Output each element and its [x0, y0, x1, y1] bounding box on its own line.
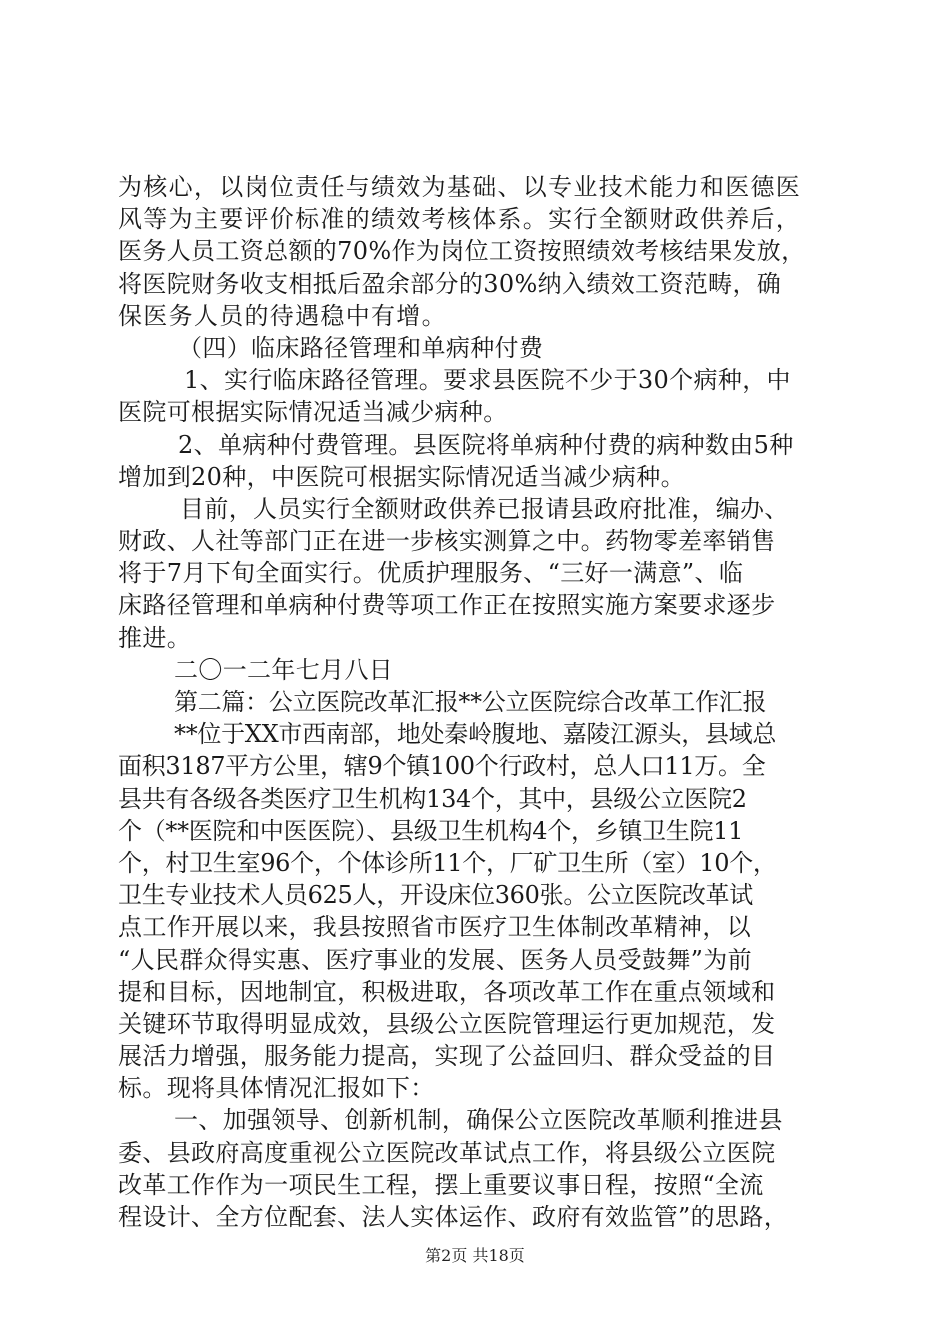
text-line: 展活力增强，服务能力提高，实现了公益回归、群众受益的目 — [118, 1042, 776, 1071]
text-line: 将于7月下旬全面实行。优质护理服务、“三好一满意”、临 — [118, 559, 744, 588]
text-line: 一、加强领导、创新机制，确保公立医院改革顺利推进县 — [174, 1106, 783, 1135]
text-line: 改革工作作为一项民生工程，摆上重要议事日程，按照“全流 — [118, 1170, 764, 1199]
text-line: 风等为主要评价标准的绩效考核体系。实行全额财政供养后， — [118, 205, 802, 234]
page-footer: 第2页 共18页 — [425, 1246, 525, 1265]
text-line: 增加到20种，中医院可根据实际情况适当减少病种。 — [118, 462, 685, 491]
text-line: 个（**医院和中医医院）、县级卫生机构4个，乡镇卫生院11 — [118, 816, 744, 845]
text-line: 保医务人员的待遇稳中有增。 — [118, 301, 447, 330]
text-line: 提和目标，因地制宜，积极进取，各项改革工作在重点领域和 — [118, 977, 776, 1006]
text-line: 面积3187平方公里，辖9个镇100个行政村，总人口11万。全 — [118, 752, 766, 781]
document-body — [118, 171, 840, 1233]
chapter-heading: 第二篇：公立医院改革汇报**公立医院综合改革工作汇报 — [174, 688, 767, 716]
text-line: 医院可根据实际情况适当减少病种。 — [118, 398, 508, 427]
text-line: 床路径管理和单病种付费等项工作正在按照实施方案要求逐步 — [118, 591, 776, 620]
text-line: 1、实行临床路径管理。要求县医院不少于30个病种，中 — [184, 366, 791, 395]
text-line: 个，村卫生室96个，个体诊所11个，厂矿卫生所（室）10个， — [118, 848, 777, 877]
text-line: 程设计、全方位配套、法人实体运作、政府有效监管”的思路， — [118, 1203, 789, 1231]
section-heading: （四）临床路径管理和单病种付费 — [178, 333, 544, 362]
text-line: **位于XX市西南部，地处秦岭腹地、嘉陵江源头，县域总 — [174, 720, 777, 749]
text-line: 委、县政府高度重视公立医院改革试点工作，将县级公立医院 — [118, 1138, 776, 1167]
text-line: 推进。 — [118, 623, 192, 652]
text-line: 2、单病种付费管理。县医院将单病种付费的病种数由5种 — [178, 430, 794, 459]
text-line: 医务人员工资总额的70%作为岗位工资按照绩效考核结果发放， — [118, 237, 806, 266]
text-line: 关键环节取得明显成效，县级公立医院管理运行更加规范，发 — [118, 1009, 776, 1038]
text-line: 将医院财务收支相抵后盈余部分的30%纳入绩效工资范畴，确 — [118, 269, 782, 298]
text-line: 标。现将具体情况汇报如下： — [118, 1074, 435, 1103]
text-line: 点工作开展以来，我县按照省市医疗卫生体制改革精神，以 — [118, 913, 752, 942]
text-line: 目前，人员实行全额财政供养已报请县政府批准，编办、 — [180, 494, 789, 523]
text-line: 卫生专业技术人员625人，开设床位360张。公立医院改革试 — [118, 881, 753, 910]
text-line: “人民群众得实惠、医疗事业的发展、医务人员受鼓舞”为前 — [118, 945, 752, 974]
text-line: 为核心，以岗位责任与绩效为基础、以专业技术能力和医德医 — [118, 173, 802, 201]
date-line: 二〇一二年七月八日 — [174, 655, 394, 684]
text-line: 财政、人社等部门正在进一步核实测算之中。药物零差率销售 — [118, 527, 776, 556]
text-line: 县共有各级各类医疗卫生机构134个，其中，县级公立医院2 — [118, 784, 747, 813]
